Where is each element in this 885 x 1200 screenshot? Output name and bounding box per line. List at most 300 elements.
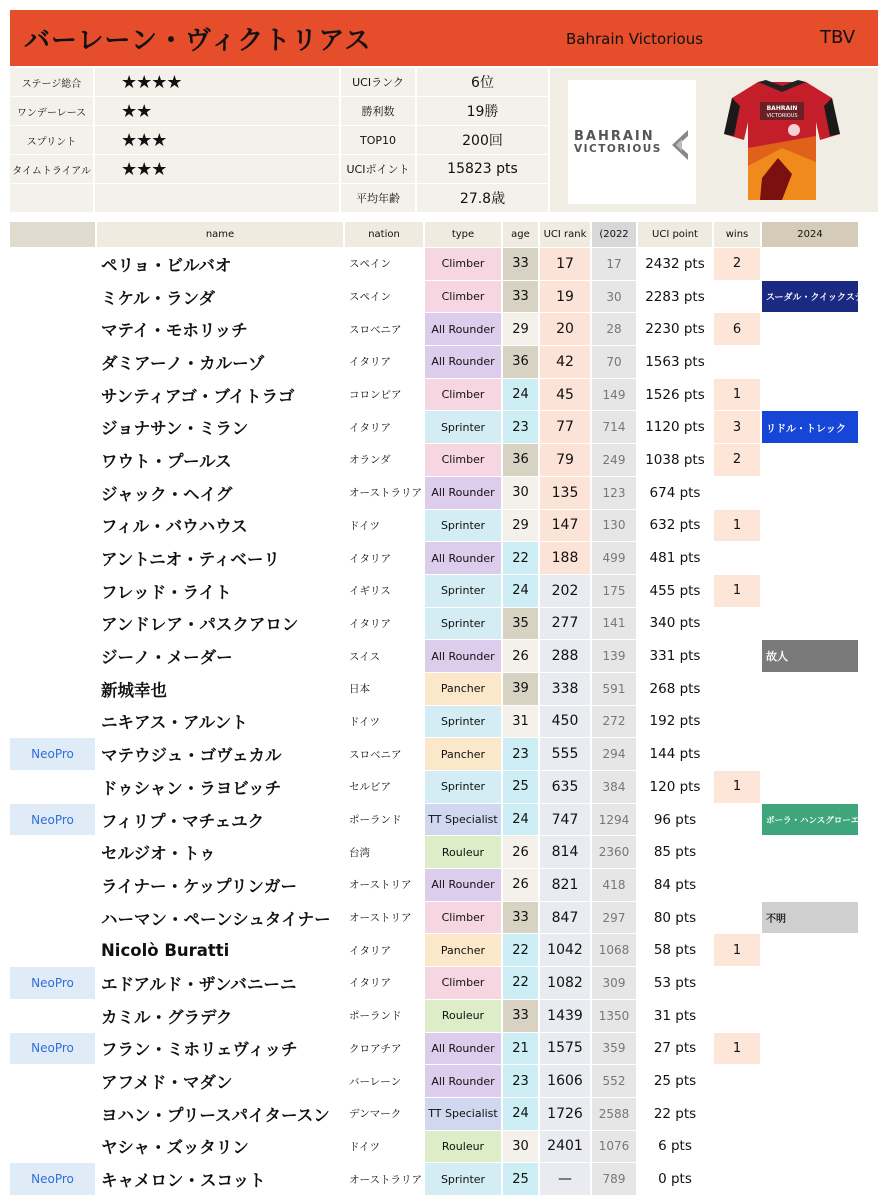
team-header [10,10,878,66]
player-age: 24 [503,1098,540,1131]
player-2024-team [762,1163,858,1196]
stats-row [10,97,548,126]
player-nation: ドイツ [345,1131,425,1164]
player-tag [10,379,97,412]
player-uci-rank: 202 [540,575,592,608]
player-name: フレッド・ライト [97,575,345,608]
player-tag [10,836,97,869]
player-wins [714,640,762,673]
player-nation: ポーランド [345,804,425,837]
player-uci-rank: 1082 [540,967,592,1000]
player-uci-points: 192 pts [638,706,714,739]
player-type-badge: Rouleur [425,836,503,869]
player-tag [10,1131,97,1164]
player-wins [714,1065,762,1098]
player-uci-rank: 17 [540,248,592,281]
player-nation: イタリア [345,608,425,641]
rating-label: スプリント [10,126,95,154]
player-nation: クロアチア [345,1033,425,1066]
team-logo [568,80,696,204]
player-wins: 2 [714,444,762,477]
player-wins [714,706,762,739]
player-tag: NeoPro [10,967,97,1000]
rating-stars: ★★★ [95,126,341,154]
header-name: name [97,222,345,248]
player-name: カミル・グラデク [97,1000,345,1033]
player-2024-team [762,934,858,967]
rating-stars: ★★ [95,97,341,125]
player-type-badge: All Rounder [425,1065,503,1098]
player-uci-points: 268 pts [638,673,714,706]
player-2024-team [762,575,858,608]
player-age: 26 [503,836,540,869]
metric-value: 15823 pts [417,155,548,183]
rating-label: タイムトライアル [10,155,95,183]
player-tag [10,902,97,935]
player-uci-rank: 42 [540,346,592,379]
player-tag [10,346,97,379]
player-type-badge: Rouleur [425,1131,503,1164]
player-tag [10,1098,97,1131]
table-row [10,1000,878,1033]
player-type-badge: All Rounder [425,313,503,346]
player-uci-points: 144 pts [638,738,714,771]
player-age: 33 [503,1000,540,1033]
player-2024-team: ボーラ・ハンスグローエ [762,804,858,837]
player-nation: 日本 [345,673,425,706]
header-uci-rank: UCI rank [540,222,592,248]
player-nation: スロベニア [345,738,425,771]
player-nation: バーレーン [345,1065,425,1098]
player-rank-2022: 591 [592,673,638,706]
metric-label: UCIランク [341,68,417,96]
table-header-row [10,222,878,248]
player-2024-team [762,706,858,739]
player-type-badge: TT Specialist [425,804,503,837]
player-age: 31 [503,706,540,739]
player-rank-2022: 2588 [592,1098,638,1131]
player-wins [714,967,762,1000]
table-row [10,510,878,543]
player-age: 39 [503,673,540,706]
player-name: マテイ・モホリッチ [97,313,345,346]
player-uci-points: 84 pts [638,869,714,902]
player-rank-2022: 249 [592,444,638,477]
player-name: ジョナサン・ミラン [97,411,345,444]
stats-row [10,184,548,213]
player-tag [10,771,97,804]
player-rank-2022: 149 [592,379,638,412]
player-rank-2022: 141 [592,608,638,641]
rating-stars: ★★★ [95,155,341,183]
player-uci-points: 455 pts [638,575,714,608]
player-wins: 1 [714,510,762,543]
player-2024-team [762,673,858,706]
player-uci-points: 96 pts [638,804,714,837]
player-uci-points: 80 pts [638,902,714,935]
player-uci-points: 25 pts [638,1065,714,1098]
player-age: 24 [503,575,540,608]
player-name: フィル・バウハウス [97,510,345,543]
player-wins [714,836,762,869]
bahrain-chevron-icon [668,130,690,160]
player-uci-points: 1038 pts [638,444,714,477]
logo-line-1: BAHRAIN [574,129,655,144]
player-uci-points: 1563 pts [638,346,714,379]
table-row [10,1065,878,1098]
player-type-badge: Climber [425,444,503,477]
player-2024-team [762,738,858,771]
player-rank-2022: 1068 [592,934,638,967]
player-uci-points: 331 pts [638,640,714,673]
player-name: フィリプ・マチェユク [97,804,345,837]
table-row [10,1098,878,1131]
player-2024-team [762,477,858,510]
player-age: 23 [503,738,540,771]
table-row [10,444,878,477]
player-uci-points: 0 pts [638,1163,714,1196]
player-rank-2022: 714 [592,411,638,444]
player-nation: イタリア [345,411,425,444]
player-type-badge: All Rounder [425,1033,503,1066]
player-name: ジーノ・メーダー [97,640,345,673]
player-uci-rank: 1439 [540,1000,592,1033]
player-wins [714,608,762,641]
player-type-badge: Pancher [425,934,503,967]
player-nation: ポーランド [345,1000,425,1033]
player-nation: イタリア [345,967,425,1000]
player-name: フラン・ミホリェヴィッチ [97,1033,345,1066]
player-uci-rank: 747 [540,804,592,837]
player-2024-team: スーダル・クイックステップ [762,281,858,314]
player-age: 24 [503,379,540,412]
player-uci-points: 6 pts [638,1131,714,1164]
table-row [10,608,878,641]
player-wins: 1 [714,379,762,412]
player-name: セルジオ・トゥ [97,836,345,869]
player-wins [714,902,762,935]
logo-line-2: VICTORIOUS [574,143,662,155]
player-age: 22 [503,934,540,967]
player-type-badge: Climber [425,902,503,935]
player-age: 35 [503,608,540,641]
player-name: サンティアゴ・ブイトラゴ [97,379,345,412]
metric-label: 平均年齢 [341,184,417,212]
player-uci-rank: 19 [540,281,592,314]
player-rank-2022: 2360 [592,836,638,869]
player-age: 26 [503,640,540,673]
player-wins [714,869,762,902]
player-uci-points: 58 pts [638,934,714,967]
player-tag: NeoPro [10,738,97,771]
player-age: 23 [503,1065,540,1098]
table-body [10,248,882,1196]
player-wins: 1 [714,934,762,967]
player-type-badge: Pancher [425,673,503,706]
player-tag [10,640,97,673]
header-nation: nation [345,222,425,248]
player-uci-points: 85 pts [638,836,714,869]
table-row [10,1163,878,1196]
player-name: アントニオ・ティベーリ [97,542,345,575]
player-wins: 1 [714,771,762,804]
player-nation: スペイン [345,281,425,314]
table-row [10,902,878,935]
player-age: 23 [503,411,540,444]
player-tag [10,444,97,477]
rating-label: ステージ総合 [10,68,95,96]
player-tag [10,1000,97,1033]
player-rank-2022: 294 [592,738,638,771]
table-row [10,836,878,869]
player-nation: スイス [345,640,425,673]
player-tag [10,706,97,739]
player-nation: イタリア [345,934,425,967]
player-uci-points: 1120 pts [638,411,714,444]
player-uci-rank: — [540,1163,592,1196]
player-age: 36 [503,444,540,477]
player-age: 21 [503,1033,540,1066]
player-tag [10,1065,97,1098]
player-uci-points: 2432 pts [638,248,714,281]
player-nation: ドイツ [345,706,425,739]
player-uci-points: 632 pts [638,510,714,543]
player-uci-rank: 635 [540,771,592,804]
player-2024-team [762,836,858,869]
player-age: 25 [503,771,540,804]
player-uci-rank: 79 [540,444,592,477]
table-row [10,411,878,444]
player-name: ヤシャ・ズッタリン [97,1131,345,1164]
player-name: マテウジュ・ゴヴェカル [97,738,345,771]
header-tag [10,222,97,248]
player-uci-points: 53 pts [638,967,714,1000]
player-name: アフメド・マダン [97,1065,345,1098]
player-nation: スロベニア [345,313,425,346]
player-type-badge: Sprinter [425,510,503,543]
player-age: 26 [503,869,540,902]
player-type-badge: All Rounder [425,542,503,575]
player-wins [714,1000,762,1033]
player-2024-team [762,1065,858,1098]
player-wins [714,804,762,837]
team-name-japanese: バーレーン・ヴィクトリアス [24,26,372,56]
player-uci-points: 120 pts [638,771,714,804]
player-2024-team: 故人 [762,640,858,673]
player-tag: NeoPro [10,1163,97,1196]
table-row [10,379,878,412]
player-uci-rank: 147 [540,510,592,543]
player-rank-2022: 30 [592,281,638,314]
player-nation: ドイツ [345,510,425,543]
player-rank-2022: 70 [592,346,638,379]
player-nation: デンマーク [345,1098,425,1131]
table-row [10,313,878,346]
metric-value: 19勝 [417,97,548,125]
player-tag [10,869,97,902]
player-rank-2022: 359 [592,1033,638,1066]
player-rank-2022: 28 [592,313,638,346]
player-uci-points: 481 pts [638,542,714,575]
player-wins [714,346,762,379]
table-row [10,706,878,739]
player-type-badge: All Rounder [425,346,503,379]
player-uci-rank: 338 [540,673,592,706]
metric-label: TOP10 [341,126,417,154]
header-2024: 2024 [762,222,858,248]
player-type-badge: Pancher [425,738,503,771]
player-uci-rank: 450 [540,706,592,739]
table-row [10,1131,878,1164]
player-age: 30 [503,1131,540,1164]
player-2024-team: リドル・トレック [762,411,858,444]
player-rank-2022: 552 [592,1065,638,1098]
player-wins: 6 [714,313,762,346]
player-age: 24 [503,804,540,837]
player-2024-team [762,1098,858,1131]
player-name: ニキアス・アルント [97,706,345,739]
player-name: ドゥシャン・ラヨビッチ [97,771,345,804]
metric-label: UCIポイント [341,155,417,183]
player-tag [10,313,97,346]
player-wins: 2 [714,248,762,281]
player-age: 22 [503,542,540,575]
player-name: ジャック・ヘイグ [97,477,345,510]
player-nation: イギリス [345,575,425,608]
player-nation: スペイン [345,248,425,281]
player-name: Nicolò Buratti [97,934,345,967]
rating-label: ワンデーレース [10,97,95,125]
player-uci-points: 27 pts [638,1033,714,1066]
player-wins: 3 [714,411,762,444]
player-2024-team [762,1131,858,1164]
player-nation: オーストラリア [345,1163,425,1196]
player-type-badge: All Rounder [425,869,503,902]
table-row [10,967,878,1000]
player-name: エドアルド・ザンバニーニ [97,967,345,1000]
player-rank-2022: 130 [592,510,638,543]
table-row [10,804,878,837]
stats-row [10,126,548,155]
player-tag [10,542,97,575]
player-nation: セルビア [345,771,425,804]
player-tag: NeoPro [10,804,97,837]
player-uci-rank: 1606 [540,1065,592,1098]
player-uci-rank: 821 [540,869,592,902]
player-nation: オーストリア [345,869,425,902]
player-uci-rank: 277 [540,608,592,641]
player-type-badge: Climber [425,248,503,281]
team-visuals [550,68,878,212]
player-tag [10,411,97,444]
player-name: ライナー・ケップリンガー [97,869,345,902]
player-type-badge: Climber [425,281,503,314]
player-age: 22 [503,967,540,1000]
player-rank-2022: 789 [592,1163,638,1196]
player-name: ハーマン・ペーンシュタイナー [97,902,345,935]
player-type-badge: All Rounder [425,477,503,510]
player-rank-2022: 418 [592,869,638,902]
table-row [10,248,878,281]
table-row [10,575,878,608]
metric-label: 勝利数 [341,97,417,125]
player-wins: 1 [714,575,762,608]
rating-label [10,184,95,212]
table-row [10,738,878,771]
player-tag [10,608,97,641]
player-nation: イタリア [345,346,425,379]
player-name: キャメロン・スコット [97,1163,345,1196]
header-wins: wins [714,222,762,248]
player-type-badge: All Rounder [425,640,503,673]
player-rank-2022: 384 [592,771,638,804]
player-uci-rank: 288 [540,640,592,673]
header-uci-point: UCI point [638,222,714,248]
player-age: 33 [503,248,540,281]
player-2024-team [762,313,858,346]
table-row [10,869,878,902]
player-rank-2022: 1294 [592,804,638,837]
table-row [10,771,878,804]
player-wins [714,1131,762,1164]
player-2024-team [762,510,858,543]
player-type-badge: Climber [425,967,503,1000]
player-uci-points: 2230 pts [638,313,714,346]
rating-stars: ★★★★ [95,68,341,96]
player-type-badge: Sprinter [425,411,503,444]
table-row [10,934,878,967]
player-age: 33 [503,902,540,935]
player-tag [10,510,97,543]
player-2024-team [762,1033,858,1066]
table-row [10,640,878,673]
team-code: TBV [820,27,856,48]
player-uci-points: 674 pts [638,477,714,510]
header-age: age [503,222,540,248]
player-name: アンドレア・パスクアロン [97,608,345,641]
header-type: type [425,222,503,248]
player-uci-rank: 847 [540,902,592,935]
player-2024-team [762,248,858,281]
player-rank-2022: 139 [592,640,638,673]
jersey-text-2: VICTORIOUS [766,113,798,119]
player-age: 29 [503,510,540,543]
player-age: 30 [503,477,540,510]
player-uci-rank: 1726 [540,1098,592,1131]
player-tag [10,673,97,706]
team-jersey-image [722,78,842,204]
player-wins [714,477,762,510]
player-wins: 1 [714,1033,762,1066]
player-name: ワウト・プールス [97,444,345,477]
team-name-english: Bahrain Victorious [566,30,704,48]
player-wins [714,1163,762,1196]
player-uci-rank: 45 [540,379,592,412]
player-uci-rank: 555 [540,738,592,771]
player-uci-rank: 188 [540,542,592,575]
table-row [10,542,878,575]
player-wins [714,1098,762,1131]
stats-row [10,155,548,184]
player-name: 新城幸也 [97,673,345,706]
roster-table [10,222,882,1196]
player-rank-2022: 1350 [592,1000,638,1033]
player-rank-2022: 17 [592,248,638,281]
jersey-text-1: BAHRAIN [766,105,798,112]
player-nation: オランダ [345,444,425,477]
player-uci-points: 340 pts [638,608,714,641]
player-uci-points: 1526 pts [638,379,714,412]
